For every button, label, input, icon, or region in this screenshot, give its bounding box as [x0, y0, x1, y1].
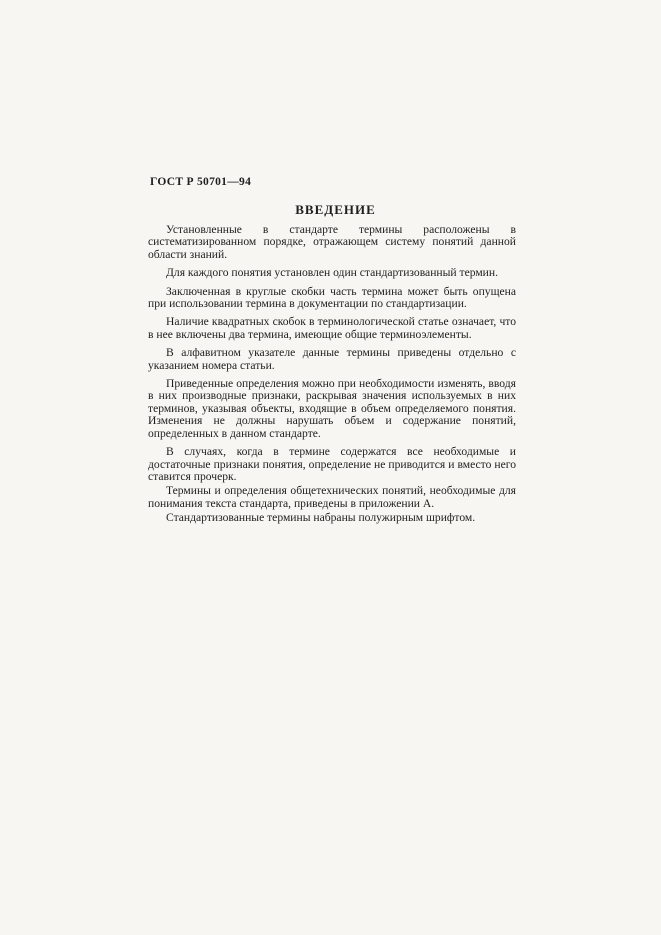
- introduction-body: [148, 224, 516, 527]
- paragraph-alphabetic-index: В алфавитном указателе данные термины приведены отдельно с указанием номера статьи.: [148, 346, 516, 372]
- paragraph-term-order: Установленные в стандарте термины расположены в систематизированном порядке, отражающем систему понятий данной области знаний.: [148, 223, 516, 261]
- standard-code-header: ГОСТ Р 50701—94: [150, 176, 252, 188]
- paragraph-square-brackets: Наличие квадратных скобок в терминологической статье означает, что в нее включены два термина, имеющие общие терминоэлементы.: [148, 315, 516, 341]
- paragraph-appendix-a: Термины и определения общетехнических понятий, необходимые для понимания текста стандарта, приведены в приложении А.: [148, 484, 516, 510]
- section-title: ВВЕДЕНИЕ: [295, 202, 376, 217]
- paragraph-dash-definition: В случаях, когда в термине содержатся все необходимые и достаточные признаки понятия, определение не приводится и вместо него ставится прочерк.: [148, 445, 516, 483]
- paragraph-single-term: Для каждого понятия установлен один стандартизованный термин.: [166, 266, 498, 280]
- paragraph-round-brackets: Заключенная в круглые скобки часть термина может быть опущена при использовании термина в документации по стандартизации.: [148, 284, 516, 311]
- paragraph-definitions-change: Приведенные определения можно при необходимости изменять, вводя в них производные признаки, раскрывая значения используемых в них терминов, указывая объекты, входящие в объем определяемого понятия. Изменения не должны нарушать объем и содержание понятий, определенных в данном стандарте.: [148, 377, 516, 440]
- paragraph-bold-terms: Стандартизованные термины набраны полужирным шрифтом.: [166, 511, 476, 525]
